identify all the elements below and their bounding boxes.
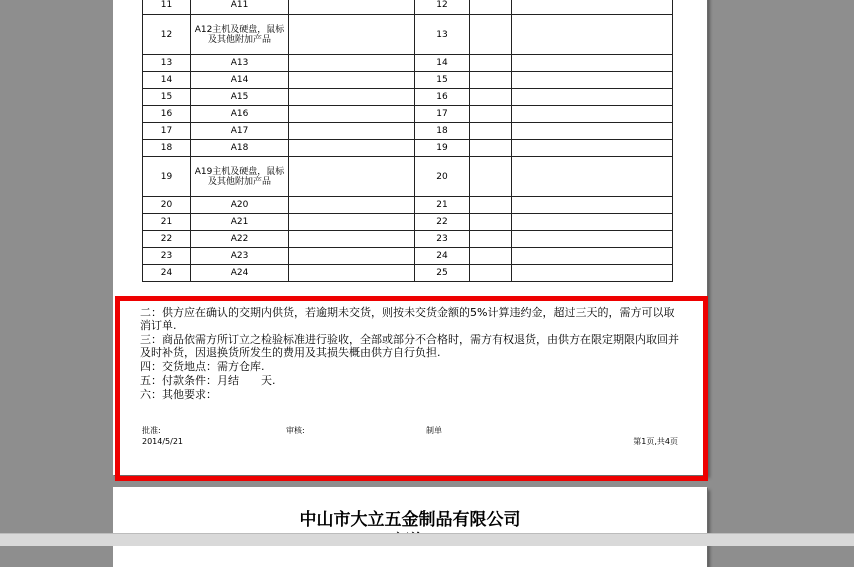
empty-cell (289, 106, 415, 123)
row-number-cell: 23 (143, 248, 191, 265)
empty-cell (289, 197, 415, 214)
table-row (143, 157, 673, 197)
next-row-number-cell: 21 (415, 197, 470, 214)
item-name-cell: A12主机及硬盘，鼠标及其他附加产品 (191, 15, 289, 55)
empty-cell (289, 0, 415, 15)
table-row (143, 0, 673, 15)
date-text: 2014/5/21 (142, 437, 184, 446)
empty-cell (289, 265, 415, 282)
row-number-cell: 19 (143, 157, 191, 197)
order-items-table (142, 0, 673, 282)
next-row-number-cell: 22 (415, 214, 470, 231)
empty-cell (470, 89, 512, 106)
viewer-status-bar (0, 533, 854, 546)
empty-cell (512, 214, 673, 231)
signature-row (142, 426, 678, 452)
table-row (143, 248, 673, 265)
empty-cell (470, 248, 512, 265)
item-name-cell: A23 (191, 248, 289, 265)
row-number-cell: 17 (143, 123, 191, 140)
empty-cell (470, 106, 512, 123)
terms-section (140, 306, 680, 402)
empty-cell (512, 72, 673, 89)
empty-cell (470, 265, 512, 282)
term-4: 四：交货地点：需方仓库. (140, 360, 265, 373)
empty-cell (470, 0, 512, 15)
item-name-cell: A24 (191, 265, 289, 282)
term-5: 五：付款条件：月结 天. (140, 374, 276, 387)
empty-cell (512, 140, 673, 157)
table-row (143, 55, 673, 72)
empty-cell (512, 15, 673, 55)
empty-cell (470, 157, 512, 197)
empty-cell (512, 55, 673, 72)
empty-cell (289, 248, 415, 265)
empty-cell (512, 265, 673, 282)
empty-cell (289, 157, 415, 197)
item-name-cell: A13 (191, 55, 289, 72)
empty-cell (512, 231, 673, 248)
next-row-number-cell: 17 (415, 106, 470, 123)
table-row (143, 140, 673, 157)
next-row-number-cell: 16 (415, 89, 470, 106)
next-row-number-cell: 14 (415, 55, 470, 72)
table-row (143, 72, 673, 89)
empty-cell (470, 214, 512, 231)
row-number-cell: 12 (143, 15, 191, 55)
empty-cell (512, 197, 673, 214)
empty-cell (470, 123, 512, 140)
next-row-number-cell: 20 (415, 157, 470, 197)
company-title: 中山市大立五金制品有限公司 (299, 510, 521, 530)
empty-cell (289, 72, 415, 89)
item-name-cell: A21 (191, 214, 289, 231)
row-number-cell: 16 (143, 106, 191, 123)
row-number-cell: 11 (143, 0, 191, 15)
empty-cell (289, 89, 415, 106)
next-row-number-cell: 15 (415, 72, 470, 89)
empty-cell (289, 55, 415, 72)
table-row (143, 265, 673, 282)
table-row (143, 15, 673, 55)
item-name-cell: A20 (191, 197, 289, 214)
next-row-number-cell: 23 (415, 231, 470, 248)
next-row-number-cell: 13 (415, 15, 470, 55)
item-name-cell: A22 (191, 231, 289, 248)
empty-cell (512, 248, 673, 265)
empty-cell (470, 72, 512, 89)
page-info: 第1页,共4页 (633, 437, 678, 446)
empty-cell (470, 140, 512, 157)
next-row-number-cell: 25 (415, 265, 470, 282)
empty-cell (512, 123, 673, 140)
item-name-cell: A15 (191, 89, 289, 106)
next-row-number-cell: 12 (415, 0, 470, 15)
review-label: 审核: (286, 426, 305, 435)
empty-cell (512, 89, 673, 106)
row-number-cell: 22 (143, 231, 191, 248)
empty-cell (512, 0, 673, 15)
document-page-1 (113, 0, 707, 475)
empty-cell (470, 55, 512, 72)
table-row (143, 197, 673, 214)
item-name-cell: A17 (191, 123, 289, 140)
table-row (143, 89, 673, 106)
empty-cell (470, 15, 512, 55)
row-number-cell: 14 (143, 72, 191, 89)
empty-cell (512, 106, 673, 123)
table-row (143, 214, 673, 231)
approve-label: 批准: (142, 426, 161, 435)
empty-cell (289, 140, 415, 157)
empty-cell (512, 157, 673, 197)
term-6: 六：其他要求： (140, 388, 217, 401)
item-name-cell: A19主机及硬盘，鼠标及其他附加产品 (191, 157, 289, 197)
row-number-cell: 21 (143, 214, 191, 231)
table-row (143, 123, 673, 140)
prepare-label: 制单 (426, 426, 442, 435)
next-row-number-cell: 18 (415, 123, 470, 140)
table-row (143, 231, 673, 248)
empty-cell (289, 15, 415, 55)
row-number-cell: 15 (143, 89, 191, 106)
item-name-cell: A18 (191, 140, 289, 157)
document-page-2 (113, 487, 707, 567)
row-number-cell: 13 (143, 55, 191, 72)
empty-cell (289, 231, 415, 248)
term-2: 二：供方应在确认的交期内供货，若逾期未交货，则按未交货金额的5%计算违约金，超过三天的，需方可以取消订单. (140, 306, 675, 332)
term-3: 三：商品依需方所订立之检验标准进行验收，全部或部分不合格时，需方有权退货，由供方在限定期限内取回并及时补货，因退换货所发生的费用及其损失概由供方自行负担. (140, 333, 679, 359)
empty-cell (470, 197, 512, 214)
next-row-number-cell: 24 (415, 248, 470, 265)
row-number-cell: 24 (143, 265, 191, 282)
empty-cell (289, 214, 415, 231)
row-number-cell: 18 (143, 140, 191, 157)
table-row (143, 106, 673, 123)
empty-cell (470, 231, 512, 248)
item-name-cell: A14 (191, 72, 289, 89)
row-number-cell: 20 (143, 197, 191, 214)
next-row-number-cell: 19 (415, 140, 470, 157)
empty-cell (289, 123, 415, 140)
item-name-cell: A11 (191, 0, 289, 15)
item-name-cell: A16 (191, 106, 289, 123)
